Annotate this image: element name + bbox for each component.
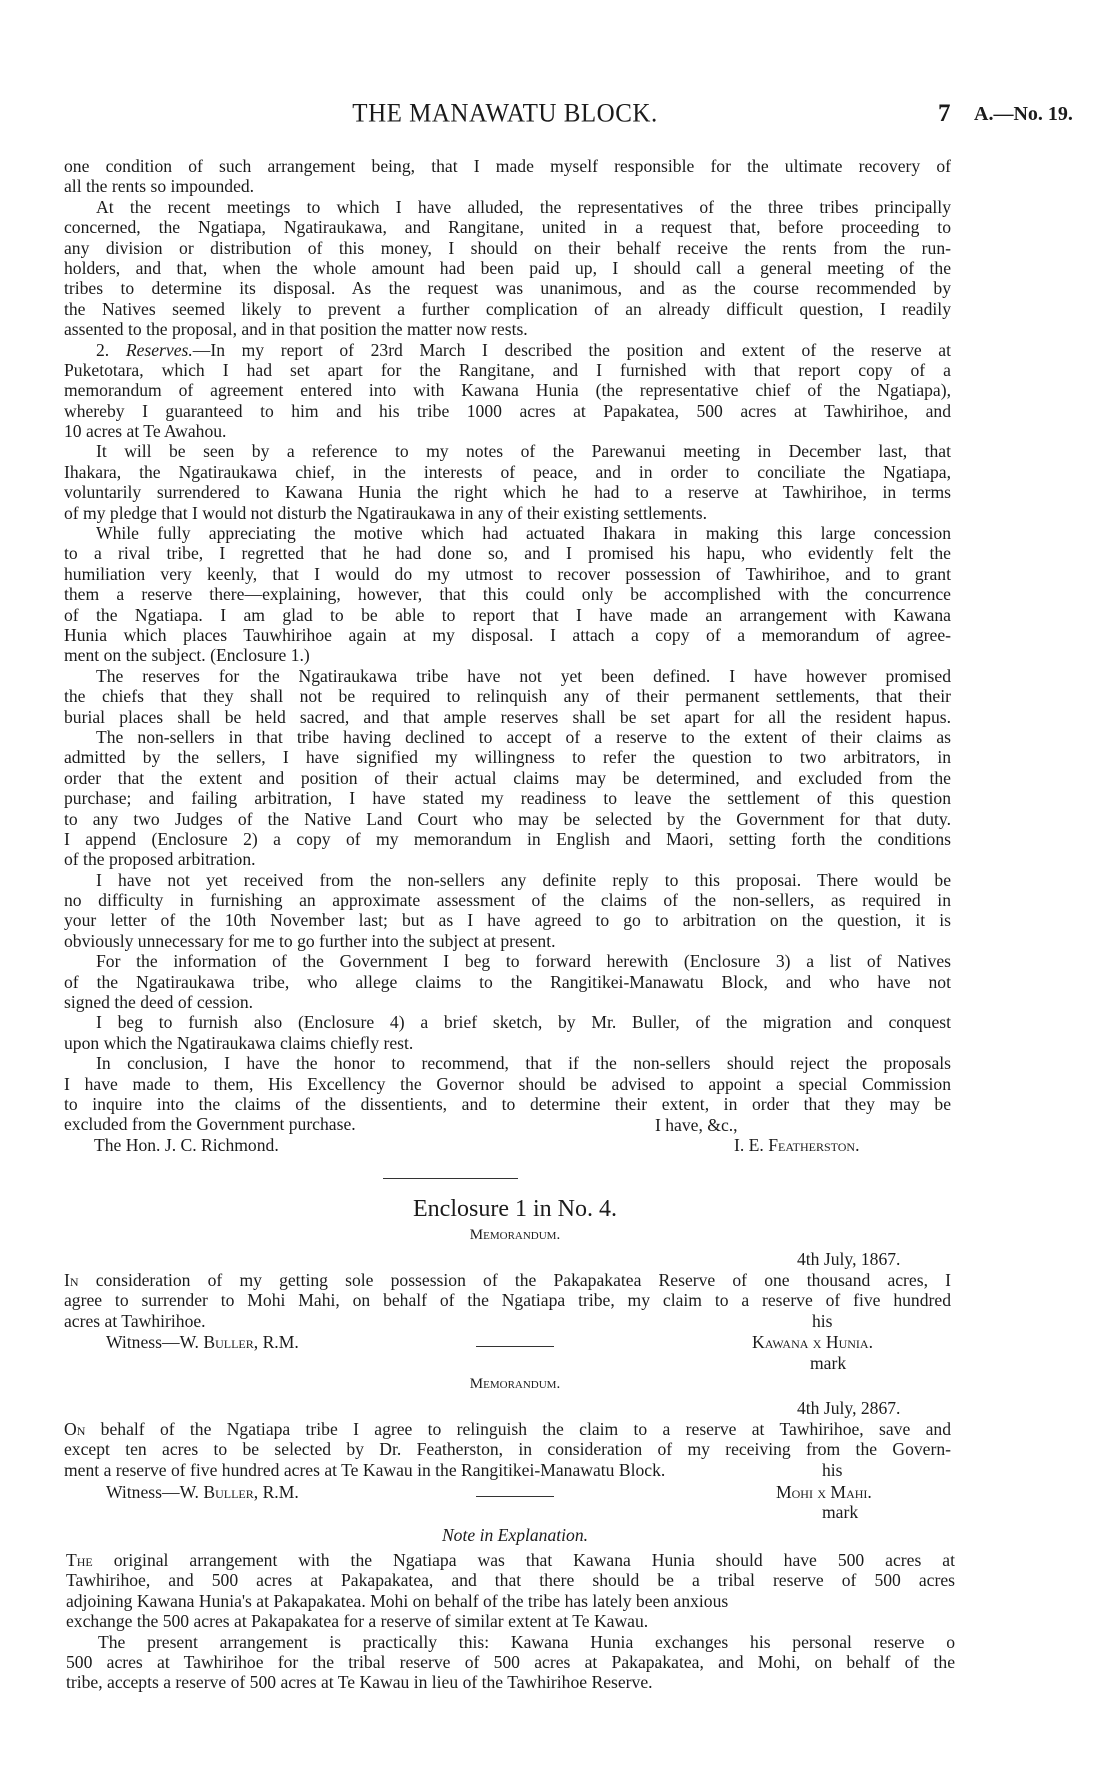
text-line: of the Ngatiraukawa tribe, who allege claims to the Rangitikei-Manawatu Block, and who have not [64,971,951,992]
text-line: purchase; and failing arbitration, I have stated my readiness to leave the settlement of this question [64,788,951,809]
section-divider [383,1178,518,1179]
text-line: tribes to determine its disposal. As the request was unanimous, and as the course recommended by [64,278,951,299]
text-line: excluded from the Government purchase. [64,1114,356,1135]
witness-name: Buller [203,1332,254,1352]
witness-name: Buller [203,1482,254,1502]
paragraph [64,156,951,197]
signatory-name: Mohi x Mahi. [776,1482,872,1502]
note-title: Note in Explanation. [441,1525,589,1545]
signature: I. E. Featherston. [734,1135,860,1155]
text-line: except ten acres to be selected by Dr. Featherston, in consideration of my receiving from the Govern- [64,1439,951,1460]
paragraph [64,666,951,727]
text-line: any division or distribution of this money, I should on their behalf receive the rents from the run- [64,237,951,258]
text-line: 10 acres at Te Awahou. [64,421,227,442]
text-line: them a reserve there—explaining, however, that this could only be accomplished with the concurrence [64,584,951,605]
memo-body [64,1419,951,1480]
text-line [64,1270,951,1290]
page-number: 7 [938,100,951,127]
text-line: whereby I guaranteed to him and his tribe 1000 acres at Papakatea, 500 acres at Tawhirihoe, and [64,400,951,421]
paragraph [64,1012,951,1053]
text-line: voluntarily surrendered to Kawana Hunia the right which he had to a reserve at Tawhirihoe, in terms [64,482,951,503]
text-line: the chiefs that they shall not be required to relinquish any of their permanent settlements, that their [64,686,951,707]
text-line: Hunia which places Tauwhirihoe again at my disposal. I attach a copy of a memorandum of agree- [64,624,951,645]
text-line: concerned, the Ngatiapa, Ngatiraukawa, and Rangitane, united in a request that, before proceeding to [64,217,951,238]
paragraph [64,441,951,523]
text-line: I have not yet received from the non-sellers any definite reply to this proposai. There would be [96,869,951,890]
text-line: For the information of the Government I beg to forward herewith (Enclosure 3) a list of Natives [96,951,951,972]
paragraph [64,870,951,952]
text-line: to any two Judges of the Native Land Court who may be selected by the Government for that duty. [64,808,951,829]
text-line [64,340,951,360]
section-heading: Reserves. [125,339,193,360]
text-line: Tawhirihoe, and 500 acres at Pakapakatea, and that there should be a tribal reserve of 500 acres [66,1570,955,1591]
text-line: one condition of such arrangement being, that I made myself responsible for the ultimate recovery of [64,156,951,176]
line-text: original arrangement with the Ngatiapa was that Kawana Hunia should have 500 acres at [92,1550,955,1570]
text-line: holders, and that, when the whole amount had been paid up, I should call a general meeting of the [64,257,951,278]
lead-word: The [66,1550,93,1570]
text-line: adjoining Kawana Hunia's at Pakapakatea. Mohi on behalf of the tribe has lately been anxious [66,1590,729,1611]
his-label: his [822,1460,843,1480]
text-line: The reserves for the Ngatiraukawa tribe have not yet been defined. I have however promised [96,665,951,686]
text-line: humiliation very keenly, that I would do my utmost to recover possession of Tawhirihoe, and to grant [64,563,951,584]
letter-body [64,156,951,1135]
witness-line [106,1482,299,1502]
paragraph [66,1632,955,1693]
text-line [64,1419,951,1439]
text-line: obviously unnecessary for me to go further into the subject at present. [64,930,556,951]
text-line: Ihakara, the Ngatiraukawa chief, in the interests of peace, and in order to conciliate the Ngatiapa, [64,461,951,482]
text-line: At the recent meetings to which I have alluded, the representatives of the three tribes principally [96,196,951,217]
text-line: the Natives seemed likely to prevent a further complication of an already difficult question, I readily [64,298,951,319]
closing-salutation: I have, &c., [655,1115,738,1135]
line-text: —In my report of 23rd March I described the position and extent of the reserve at [192,339,951,360]
witness-prefix: Witness—W. [106,1482,204,1502]
witness-suffix: , R.M. [253,1482,299,1502]
text-line: While fully appreciating the motive which had actuated Ihakara in making this large concession [96,523,951,544]
signatory-name: Kawana x Hunia. [752,1332,873,1352]
paragraph [64,523,951,666]
text-line: burial places shall be held sacred, and that ample reserves shall be set apart for all the resident hapus. [64,706,951,727]
text-line: In conclusion, I have the honor to recommend, that if the non-sellers should reject the proposals [96,1053,951,1074]
memo-title: Memorandum. [469,1227,561,1243]
memo-date: 4th July, 1867. [797,1249,901,1269]
text-line: to a rival tribe, I regretted that he had done so, and I promised his hapu, who evidently felt the [64,543,951,564]
paragraph [64,1053,951,1135]
text-line: 500 acres at Tawhirihoe for the tribal reserve of 500 acres at Pakapakatea, and Mohi, on behalf of the [66,1651,955,1672]
mark-label: mark [822,1502,859,1522]
document-reference: A.—No. 19. [974,103,1073,125]
mark-label: mark [810,1353,847,1373]
text-line: of the Ngatiapa. I am glad to be able to report that I have made an arrangement with Kawana [64,604,951,625]
text-line [66,1550,955,1570]
text-line: I have made to them, His Excellency the Governor should be advised to appoint a special Commission [64,1073,951,1094]
text-line: memorandum of agreement entered into with Kawana Hunia (the representative chief of the Ngatiapa), [64,380,951,401]
witness-line [106,1332,299,1352]
text-line: The non-sellers in that tribe having declined to accept of a reserve to the extent of their claims as [96,726,951,747]
text-line: of the proposed arbitration. [64,849,256,870]
his-label: his [812,1311,833,1331]
line-text: behalf of the Ngatiapa tribe I agree to relinguish the claim to a reserve at Tawhirihoe, save and [85,1419,951,1439]
paragraph [64,951,951,1012]
text-line: signed the deed of cession. [64,992,254,1013]
text-line: agree to surrender to Mohi Mahi, on behalf of the Ngatiapa tribe, my claim to a reserve of five hundred [64,1290,951,1311]
lead-word: In [64,1270,79,1290]
text-line: The present arrangement is practically this: Kawana Hunia exchanges his personal reserve o [98,1631,955,1652]
witness-prefix: Witness—W. [106,1332,204,1352]
line-text: consideration of my getting sole possession of the Pakapakatea Reserve of one thousand acres, I [78,1270,951,1290]
paragraph [64,340,951,442]
paragraph [66,1550,955,1632]
page-title: THE MANAWATU BLOCK. [352,99,658,128]
text-line: of my pledge that I would not disturb the Ngatiraukawa in any of their existing settlements. [64,502,708,523]
text-line: tribe, accepts a reserve of 500 acres at Te Kawau in lieu of the Tawhirihoe Reserve. [66,1672,653,1693]
addressee: The Hon. J. C. Richmond. [94,1135,279,1155]
enclosure-heading: Enclosure 1 in No. 4. [413,1196,617,1222]
text-line: exchange the 500 acres at Pakapakatea for a reserve of similar extent at Te Kawau. [66,1611,649,1632]
memo-title: Memorandum. [469,1376,561,1392]
text-line: I append (Enclosure 2) a copy of my memorandum in English and Maori, setting forth the conditions [64,828,951,849]
text-line: upon which the Ngatiraukawa claims chiefly rest. [64,1032,414,1053]
text-line: It will be seen by a reference to my notes of the Parewanui meeting in December last, that [96,441,951,462]
lead-word: On [64,1419,86,1439]
memo-divider [476,1346,554,1347]
text-line: assented to the proposal, and in that position the matter now rests. [64,319,528,340]
paragraph [64,1419,951,1480]
text-line: admitted by the sellers, I have signified my willingness to refer the question to two arbitrators, in [64,747,951,768]
text-line: to inquire into the claims of the dissentients, and to determine their extent, in order that they may be [64,1093,951,1114]
text-line: your letter of the 10th November last; but as I have agreed to go to arbitration on the question, it is [64,910,951,931]
text-line: acres at Tawhirihoe. [64,1310,206,1331]
text-line: no difficulty in furnishing an approximate assessment of the claims of the non-sellers, as required in [64,890,951,911]
text-line: I beg to furnish also (Enclosure 4) a brief sketch, by Mr. Buller, of the migration and conquest [96,1012,951,1033]
text-line: Puketotara, which I had set apart for the Rangitane, and I furnished with that report copy of a [64,359,951,380]
section-number: 2. [96,339,110,360]
paragraph [64,197,951,340]
memo-date: 4th July, 2867. [797,1398,901,1418]
note-body [66,1550,955,1693]
paragraph [64,727,951,870]
text-line: ment on the subject. (Enclosure 1.) [64,645,310,666]
memo-divider [476,1496,554,1497]
text-line: order that the extent and position of their actual claims may be determined, and excluded from the [64,767,951,788]
text-line: ment a reserve of five hundred acres at Te Kawau in the Rangitikei-Manawatu Block. [64,1459,666,1480]
text-line: all the rents so impounded. [64,176,255,197]
witness-suffix: , R.M. [253,1332,299,1352]
